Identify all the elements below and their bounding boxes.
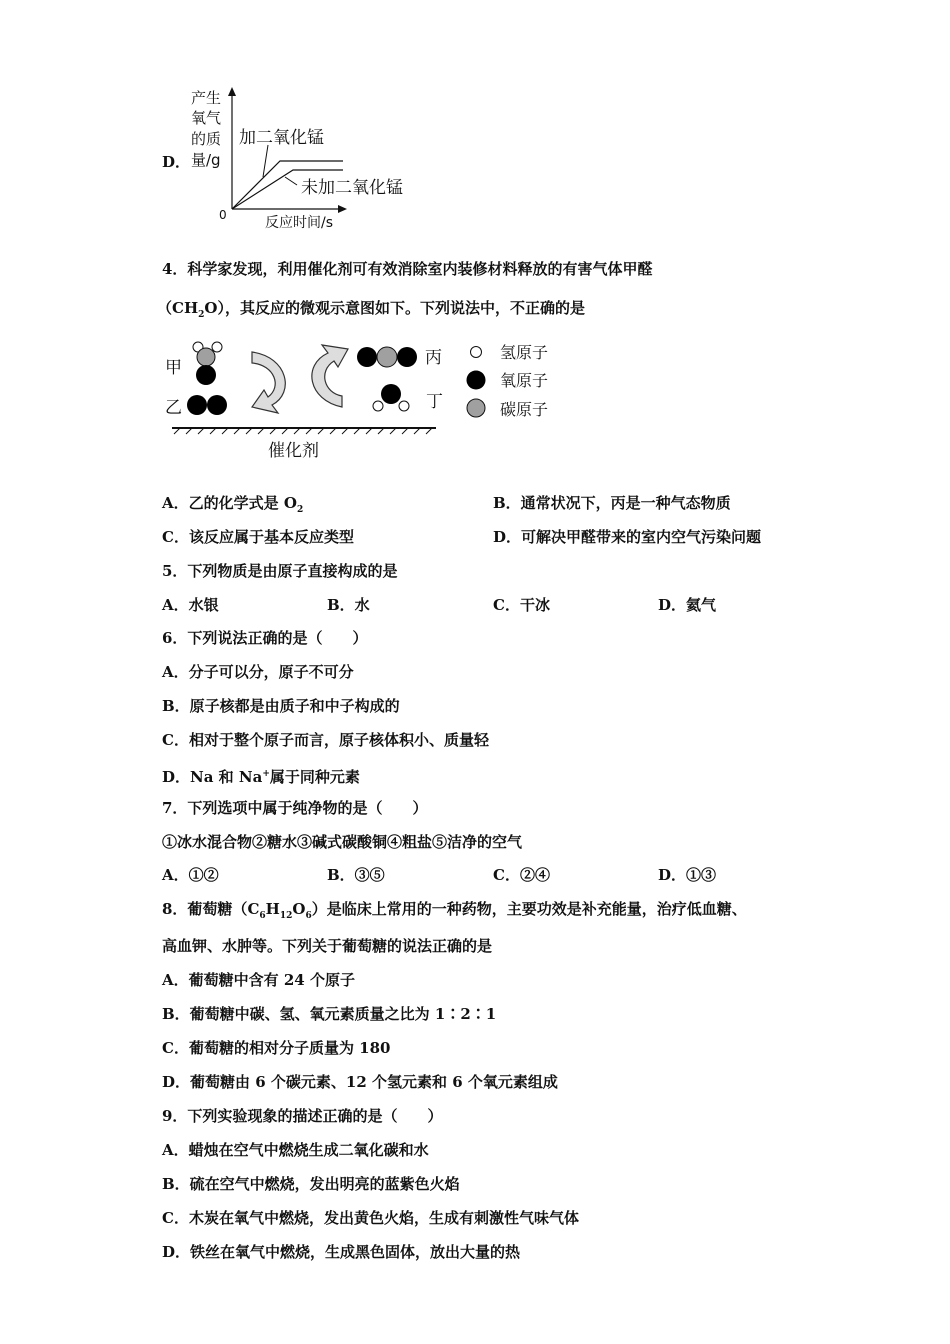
label-yi: 乙 [165,398,182,418]
q8-sub-h: 12 [279,911,293,921]
q9-stem: 9．下列实验现象的描述正确的是（ ） [162,1107,443,1125]
q9-option-c: C．木炭在氧气中燃烧，发出黄色火焰，生成有刺激性气味气体 [162,1209,579,1227]
legend-o-atom [467,371,486,390]
q5-option-a: A．水银 [162,596,219,614]
lower-curve-label: 未加二氧化锰 [301,178,403,198]
graph-ylabel-4: 量/g [191,151,221,169]
ding-h-atom-2 [399,401,409,411]
graph-ylabel-3: 的质 [191,130,222,148]
label-pointer-lower [285,177,297,185]
q4-formula-sub: 2 [198,310,205,320]
q8-stem-line1 [162,899,747,926]
q7-option-a: A．①② [162,866,219,884]
q8-o: O [292,900,306,918]
q7-items: ①冰水混合物②糖水③碱式碳酸铜④粗盐⑤洁净的空气 [162,833,523,851]
q4-option-a-sub: 2 [296,505,304,515]
q5-option-c: C．干冰 [493,596,550,614]
yi-o-atom-1 [187,395,207,415]
q7-option-c: C．②④ [493,866,550,884]
q6-stem: 6．下列说法正确的是（ ） [162,629,368,647]
ding-o-atom [381,384,401,404]
q6-option-d-prefix: D．Na 和 Na [162,768,263,786]
q4-option-b: B．通常状况下，丙是一种气态物质 [493,494,731,512]
q4-stem-line2 [157,298,585,325]
q5-option-b: B．水 [327,596,370,614]
curved-arrow-up-icon [312,345,348,407]
label-pointer-upper [263,145,268,177]
graph-xlabel: 反应时间/s [265,215,334,231]
q5-option-d: D．氦气 [658,596,717,614]
curved-arrow-down-icon [252,352,285,413]
q8-option-d: D．葡萄糖由 6 个碳元素、12 个氢元素和 6 个氧元素组成 [162,1073,558,1091]
q8-stem-prefix: 8．葡萄糖（C [162,900,260,918]
yi-o-atom-2 [207,395,227,415]
q4-option-c: C．该反应属于基本反应类型 [162,528,354,546]
jia-c-atom [197,348,215,366]
oxygen-mass-graph [185,85,425,235]
reaction-diagram [160,335,580,465]
q6-option-d-sup: + [262,769,270,779]
legend-c-atom [467,399,485,417]
graph-ylabel-2: 氧气 [191,109,222,127]
legend-o-label: 氧原子 [500,371,549,390]
legend-h-label: 氢原子 [500,343,549,362]
q6-option-d-suffix: 属于同种元素 [269,768,360,786]
bing-c-atom [377,347,397,367]
q6-option-a: A．分子可以分，原子不可分 [162,663,354,681]
graph-option-label: D． [162,153,191,171]
bing-o-atom-1 [357,347,377,367]
jia-o-atom [196,365,216,385]
q9-option-a: A．蜡烛在空气中燃烧生成二氧化碳和水 [162,1141,429,1159]
q8-sub-o: 6 [305,911,312,921]
q4-stem-line1: 4．科学家发现，利用催化剂可有效消除室内装修材料释放的有害气体甲醛 [162,260,653,278]
q8-sub-c: 6 [259,911,266,921]
legend-h-atom [471,347,482,358]
q8-option-a: A．葡萄糖中含有 24 个原子 [162,971,355,989]
q8-h: H [265,900,280,918]
ding-h-atom-1 [373,401,383,411]
q4-option-d: D．可解决甲醛带来的室内空气污染问题 [493,528,762,546]
graph-y-arrow [228,87,236,96]
q9-option-d: D．铁丝在氧气中燃烧，生成黑色固体，放出大量的热 [162,1243,521,1261]
label-jia: 甲 [165,358,182,378]
graph-origin: 0 [219,208,227,222]
graph-ylabel-1: 产生 [191,89,222,107]
q7-option-d: D．①③ [658,866,717,884]
q4-option-a-text: A．乙的化学式是 O [162,494,297,512]
q6-option-b: B．原子核都是由质子和中子构成的 [162,697,400,715]
label-ding: 丁 [426,392,443,412]
q8-stem-line2: 高血钾、水肿等。下列关于葡萄糖的说法正确的是 [162,937,493,955]
q7-stem: 7．下列选项中属于纯净物的是（ ） [162,799,428,817]
q7-option-b: B．③⑤ [327,866,385,884]
upper-curve-label: 加二氧化锰 [239,128,324,148]
label-bing: 丙 [425,348,442,368]
q5-stem: 5．下列物质是由原子直接构成的是 [162,562,398,580]
q6-option-d [162,764,360,787]
catalyst-label: 催化剂 [268,441,319,461]
q4-formula-prefix: （CH [157,299,199,317]
q9-option-b: B．硫在空气中燃烧，发出明亮的蓝紫色火焰 [162,1175,460,1193]
jia-h-atom-2 [212,342,222,352]
graph-x-arrow [338,205,347,213]
q4-option-a [162,493,303,520]
q8-stem-suffix: ）是临床上常用的一种药物，主要功效是补充能量，治疗低血糖、 [311,900,747,918]
q4-stem-suffix: O），其反应的微观示意图如下。下列说法中，不正确的是 [204,299,585,317]
q8-option-c: C．葡萄糖的相对分子质量为 180 [162,1039,391,1057]
legend-c-label: 碳原子 [500,400,549,419]
q6-option-c: C．相对于整个原子而言，原子核体积小、质量轻 [162,731,489,749]
q8-option-b: B．葡萄糖中碳、氢、氧元素质量之比为 1∶2∶1 [162,1005,497,1023]
bing-o-atom-2 [397,347,417,367]
